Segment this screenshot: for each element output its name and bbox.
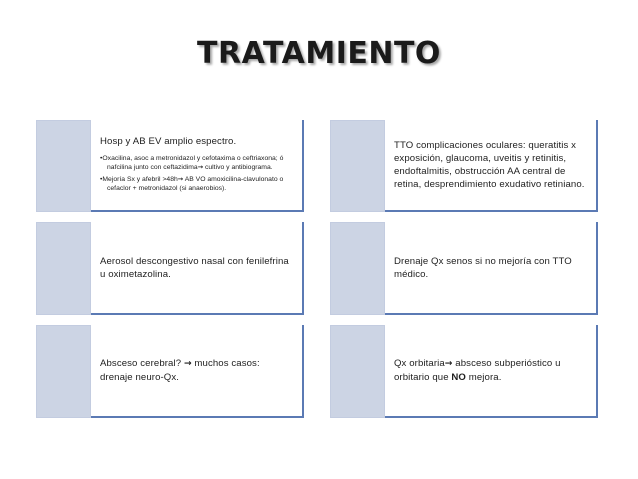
bullet-item: • Mejoría Sx y afebril >48h→ AB VO amoxicilina-clavulonato o cefaclor + metronidazol (si anaerobios). bbox=[100, 175, 294, 193]
card-aerosol-text: Aerosol descongestivo nasal con fenilefrina u oximetazolina. bbox=[100, 255, 289, 280]
card-tab-tto bbox=[330, 120, 385, 212]
card-absceso-cerebral bbox=[91, 325, 304, 418]
right-arrow-icon: → bbox=[444, 359, 453, 369]
card-tab-hosp bbox=[36, 120, 91, 212]
card-tab-aerosol bbox=[36, 222, 91, 315]
right-arrow-icon: → bbox=[177, 174, 184, 183]
card-qx-text: Qx orbitaria→ absceso subperióstico u orbitario que NO mejora. bbox=[394, 358, 561, 383]
card-hosp bbox=[91, 120, 304, 212]
card-qx-orbitaria bbox=[385, 325, 598, 418]
card-tto-complicaciones bbox=[385, 120, 598, 212]
card-tab-drenaje bbox=[330, 222, 385, 315]
emphasis-no: NO bbox=[451, 372, 466, 383]
card-tab-absceso bbox=[36, 325, 91, 418]
card-hosp-bullets bbox=[100, 154, 294, 196]
card-drenaje bbox=[385, 222, 598, 315]
card-absceso-text: Absceso cerebral? → muchos casos: drenaje neuro-Qx. bbox=[100, 358, 260, 383]
right-arrow-icon: → bbox=[197, 162, 204, 171]
card-tab-qx bbox=[330, 325, 385, 418]
card-hosp-heading: Hosp y AB EV amplio espectro. bbox=[100, 135, 237, 147]
slide-title: TRATAMIENTO bbox=[197, 36, 441, 71]
right-arrow-icon: → bbox=[183, 359, 192, 369]
bullet-item: • Oxacilina, asoc a metronidazol y cefotaxima o ceftriaxona; ó nafcilina junto con ceftazidima→ cultivo y antibiograma. bbox=[100, 154, 294, 172]
card-aerosol bbox=[91, 222, 304, 315]
card-tto-text: TTO complicaciones oculares: queratitis x exposición, glaucoma, uveitis y retinitis, endoftalmitis, obstrucción AA central de retina, desprendimiento exudativo retiniano. bbox=[394, 140, 585, 190]
card-drenaje-text: Drenaje Qx senos si no mejoría con TTO médico. bbox=[394, 255, 572, 280]
